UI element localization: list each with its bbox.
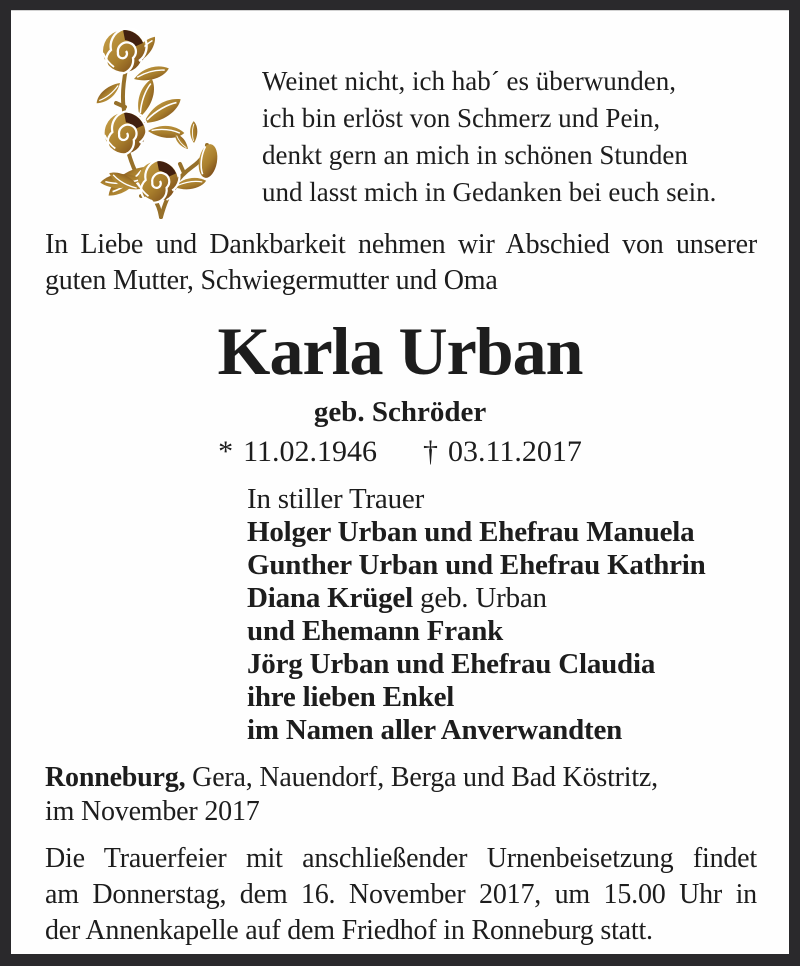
life-dates xyxy=(11,435,789,469)
funeral-info xyxy=(45,841,757,949)
funeral-line: der Annenkapelle auf dem Friedhof in Ronneburg statt. xyxy=(45,915,653,946)
funeral-line: am Donnerstag, dem 16. November 2017, um 15.00 Uhr in xyxy=(45,879,757,910)
mourner-line: im Namen aller Anverwandten xyxy=(247,714,623,746)
death-date xyxy=(423,435,582,469)
location-month: im November 2017 xyxy=(45,796,260,827)
deceased-name: Karla Urban xyxy=(217,313,583,389)
location-towns: Ronneburg, Gera, Nauendorf, Berga und Bad Köstritz, xyxy=(45,762,658,793)
poem-line: Weinet nicht, ich hab´ es überwunden, xyxy=(262,66,676,96)
mourner-line: Holger Urban und Ehefrau Manuela xyxy=(247,516,695,548)
poem-line: denkt gern an mich in schönen Stunden xyxy=(262,140,688,170)
golden-rose-branch-icon xyxy=(88,21,248,221)
intro-text xyxy=(45,227,757,299)
mourner-line: ihre lieben Enkel xyxy=(247,681,455,713)
poem xyxy=(262,63,716,211)
death-date-value: 03.11.2017 xyxy=(448,435,582,468)
mourner-line: Jörg Urban und Ehefrau Claudia xyxy=(247,648,656,680)
intro-line: In Liebe und Dankbarkeit nehmen wir Abschied von unserer xyxy=(45,229,757,260)
mourners-block xyxy=(247,483,706,747)
maiden-name: geb. Schröder xyxy=(313,396,487,428)
birth-date-value: 11.02.1946 xyxy=(243,435,377,468)
mourner-line: Gunther Urban und Ehefrau Kathrin xyxy=(247,549,706,581)
birth-symbol: * xyxy=(218,435,234,468)
funeral-line: Die Trauerfeier mit anschließender Urnenbeisetzung findet xyxy=(45,843,757,874)
death-cross-symbol: † xyxy=(423,435,438,468)
poem-line: und lasst mich in Gedanken bei euch sein. xyxy=(262,177,717,207)
mourners-heading: In stiller Trauer xyxy=(247,483,425,515)
poem-line: ich bin erlöst von Schmerz und Pein, xyxy=(262,103,661,133)
mourner-line: und Ehemann Frank xyxy=(247,615,504,647)
intro-line: guten Mutter, Schwiegermutter und Oma xyxy=(45,265,498,296)
obituary-card xyxy=(11,10,789,954)
mourner-line: Diana Krügel geb. Urban xyxy=(247,582,547,614)
birth-date xyxy=(218,435,377,469)
location-line xyxy=(45,761,757,829)
